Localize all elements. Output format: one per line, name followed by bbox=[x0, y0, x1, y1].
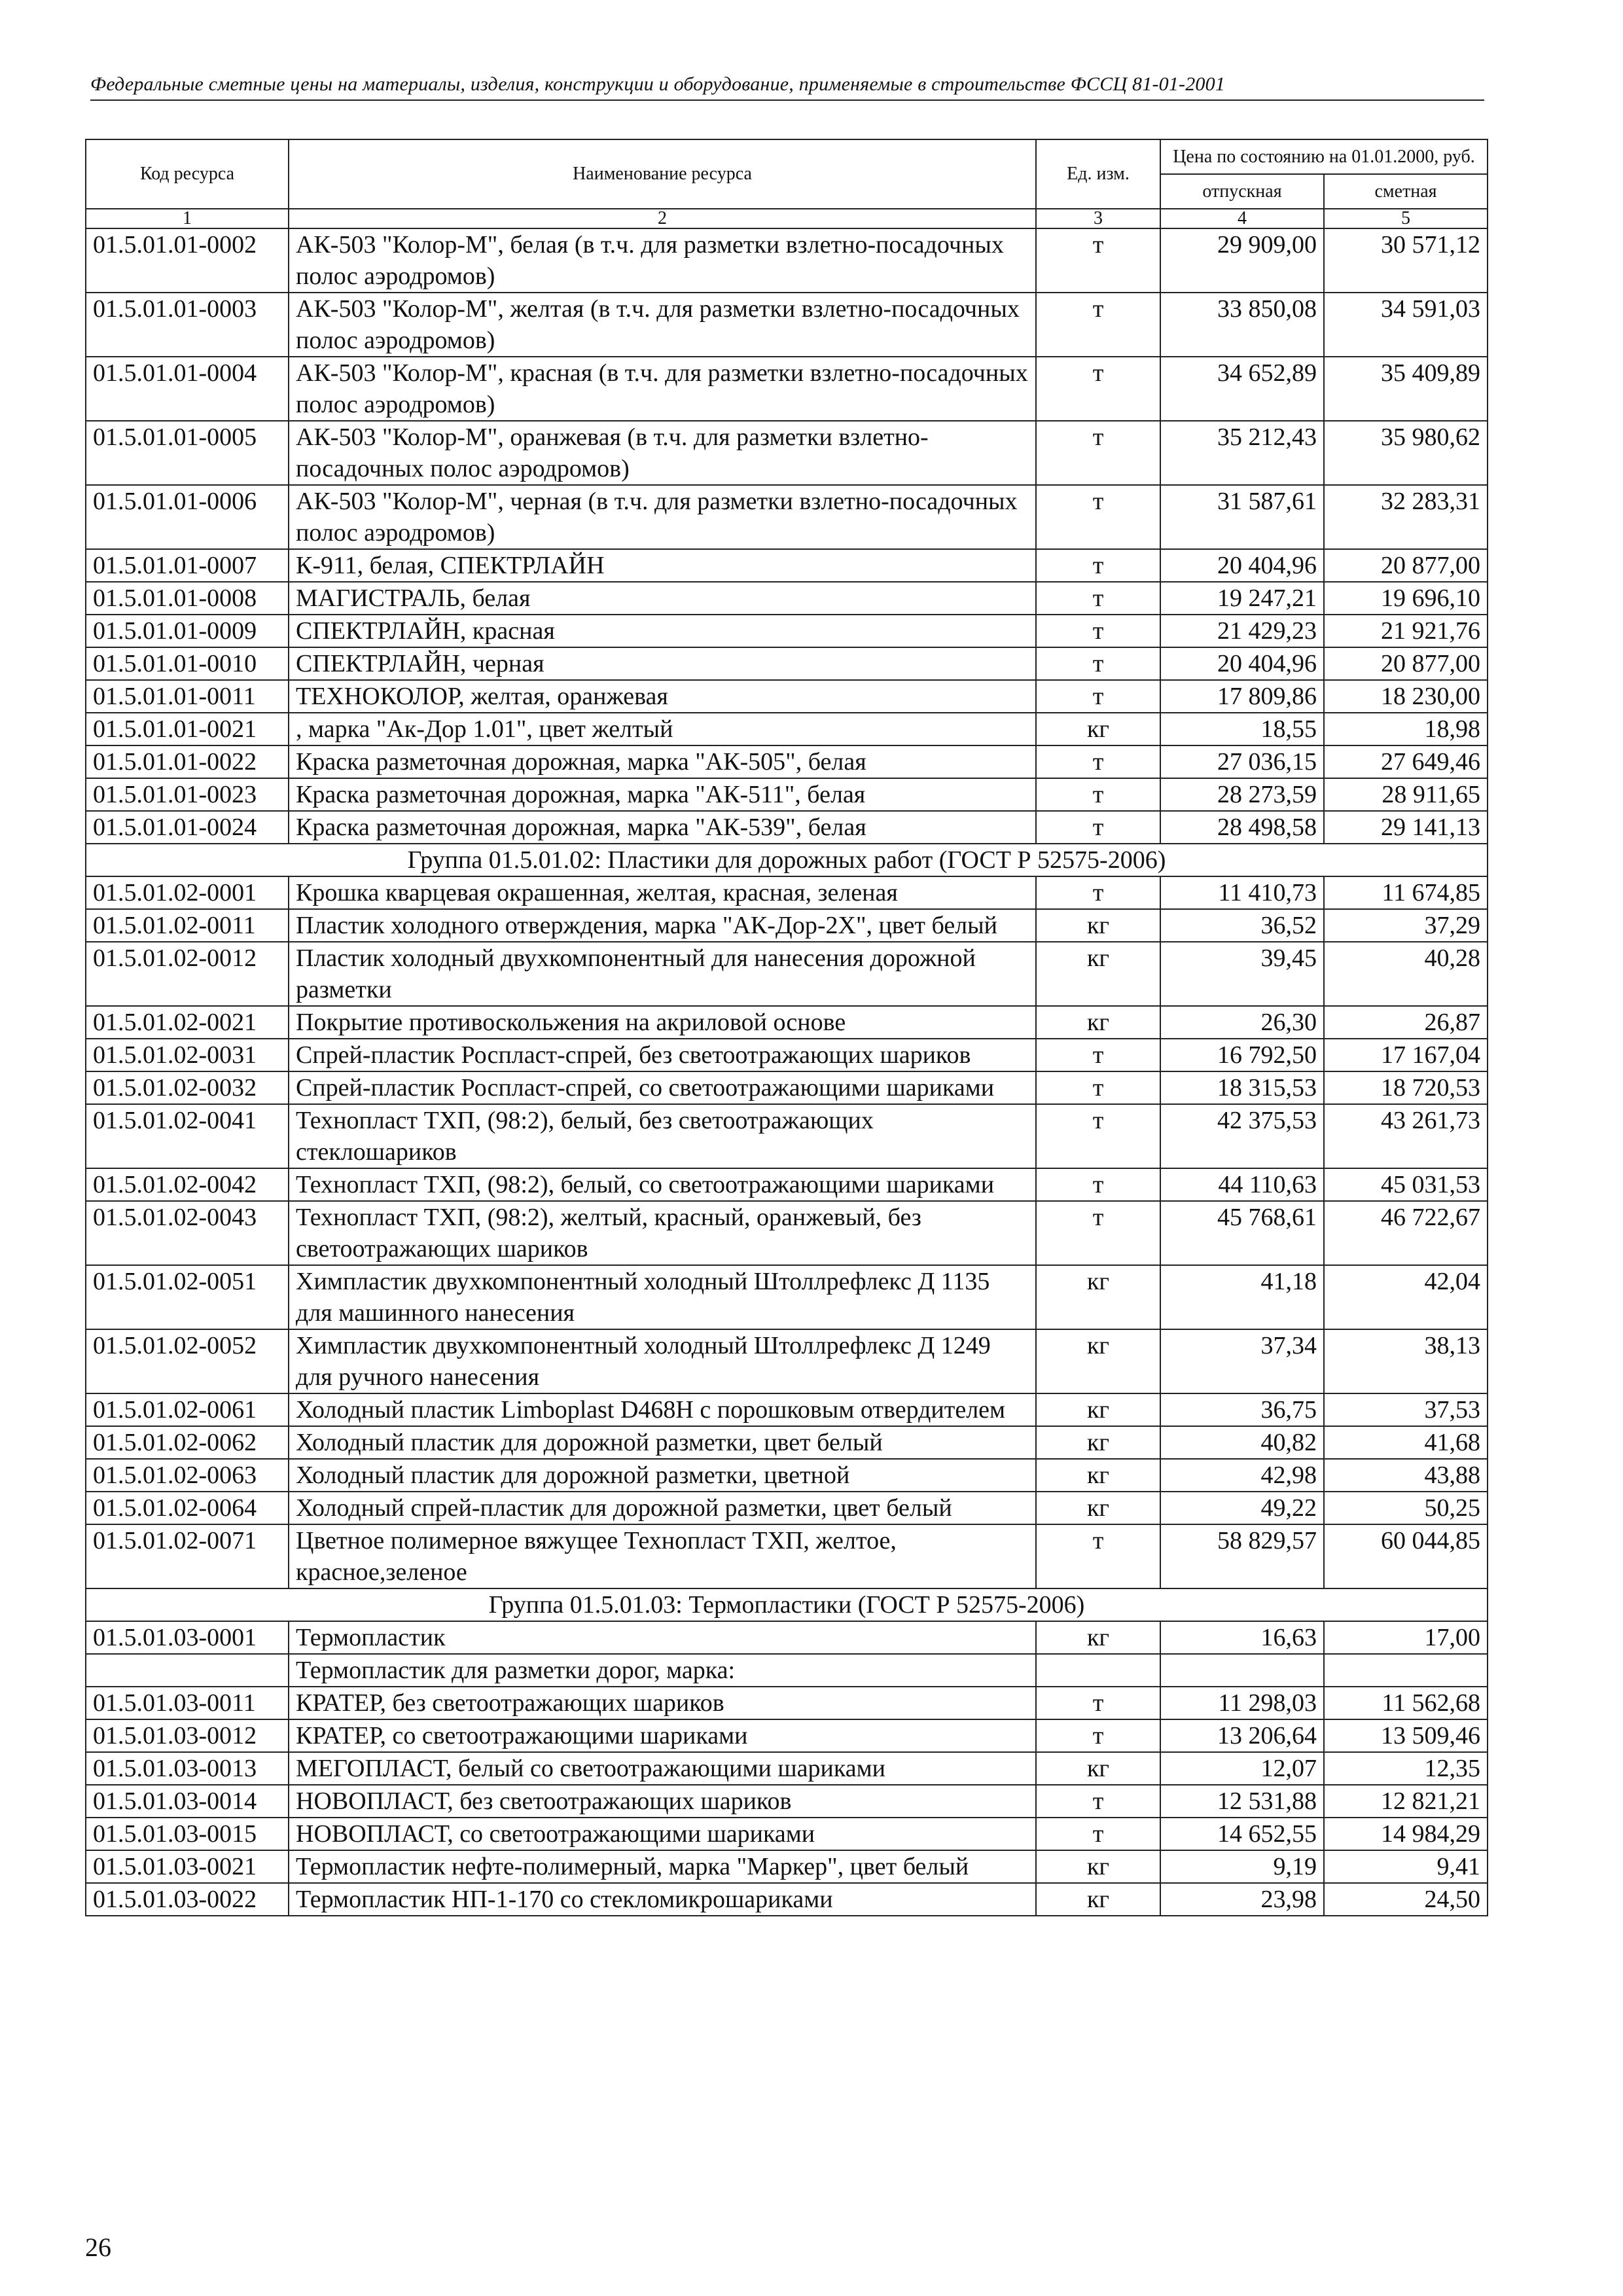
resource-name: Холодный пластик для дорожной разметки, цветной bbox=[289, 1459, 1036, 1492]
resource-name: Спрей-пластик Роспласт-спрей, без светоотражающих шариков bbox=[289, 1039, 1036, 1071]
resource-code: 01.5.01.03-0021 bbox=[86, 1850, 289, 1883]
resource-code: 01.5.01.03-0022 bbox=[86, 1883, 289, 1916]
column-number: 5 bbox=[1324, 209, 1488, 228]
release-price: 33 850,08 bbox=[1160, 293, 1324, 357]
estimate-price: 12 821,21 bbox=[1324, 1785, 1488, 1818]
resource-code: 01.5.01.02-0032 bbox=[86, 1071, 289, 1104]
table-row bbox=[86, 745, 1488, 778]
unit: т bbox=[1036, 228, 1160, 293]
resource-name: СПЕКТРЛАЙН, черная bbox=[289, 647, 1036, 680]
unit: т bbox=[1036, 549, 1160, 582]
unit: кг bbox=[1036, 1265, 1160, 1329]
resource-code: 01.5.01.02-0021 bbox=[86, 1006, 289, 1039]
column-number: 3 bbox=[1036, 209, 1160, 228]
estimate-price: 35 409,89 bbox=[1324, 357, 1488, 421]
unit: т bbox=[1036, 293, 1160, 357]
table-row bbox=[86, 582, 1488, 615]
release-price: 9,19 bbox=[1160, 1850, 1324, 1883]
table-row bbox=[86, 485, 1488, 549]
estimate-price: 18 230,00 bbox=[1324, 680, 1488, 713]
release-price: 17 809,86 bbox=[1160, 680, 1324, 713]
estimate-price: 18,98 bbox=[1324, 713, 1488, 745]
column-number-row bbox=[86, 209, 1488, 228]
release-price: 19 247,21 bbox=[1160, 582, 1324, 615]
resource-code: 01.5.01.01-0010 bbox=[86, 647, 289, 680]
release-price: 58 829,57 bbox=[1160, 1524, 1324, 1588]
estimate-price: 11 674,85 bbox=[1324, 876, 1488, 909]
unit: т bbox=[1036, 1039, 1160, 1071]
resource-code: 01.5.01.01-0022 bbox=[86, 745, 289, 778]
resource-name: Холодный пластик для дорожной разметки, цвет белый bbox=[289, 1426, 1036, 1459]
resource-name: МЕГОПЛАСТ, белый со светоотражающими шариками bbox=[289, 1752, 1036, 1785]
estimate-price: 37,29 bbox=[1324, 909, 1488, 942]
resource-code: 01.5.01.01-0008 bbox=[86, 582, 289, 615]
release-price: 42,98 bbox=[1160, 1459, 1324, 1492]
release-price: 40,82 bbox=[1160, 1426, 1324, 1459]
table-row bbox=[86, 1201, 1488, 1265]
table-row bbox=[86, 228, 1488, 293]
table-row bbox=[86, 811, 1488, 844]
release-price: 44 110,63 bbox=[1160, 1168, 1324, 1201]
resource-name: КРАТЕР, без светоотражающих шариков bbox=[289, 1687, 1036, 1719]
table-row bbox=[86, 1329, 1488, 1393]
unit: кг bbox=[1036, 1006, 1160, 1039]
estimate-price: 41,68 bbox=[1324, 1426, 1488, 1459]
resource-name: Технопласт ТХП, (98:2), желтый, красный, оранжевый, без светоотражающих шариков bbox=[289, 1201, 1036, 1265]
table-row bbox=[86, 1752, 1488, 1785]
group-heading-row bbox=[86, 1588, 1488, 1621]
estimate-price: 29 141,13 bbox=[1324, 811, 1488, 844]
unit: т bbox=[1036, 811, 1160, 844]
unit: т bbox=[1036, 1168, 1160, 1201]
unit: кг bbox=[1036, 1393, 1160, 1426]
release-price: 18 315,53 bbox=[1160, 1071, 1324, 1104]
unit: т bbox=[1036, 1818, 1160, 1850]
resource-code: 01.5.01.02-0052 bbox=[86, 1329, 289, 1393]
resource-code: 01.5.01.02-0031 bbox=[86, 1039, 289, 1071]
unit: т bbox=[1036, 745, 1160, 778]
resource-name: МАГИСТРАЛЬ, белая bbox=[289, 582, 1036, 615]
table-row bbox=[86, 1393, 1488, 1426]
estimate-price: 13 509,46 bbox=[1324, 1719, 1488, 1752]
resource-name: Термопластик bbox=[289, 1621, 1036, 1654]
estimate-price: 42,04 bbox=[1324, 1265, 1488, 1329]
release-price: 13 206,64 bbox=[1160, 1719, 1324, 1752]
release-price: 37,34 bbox=[1160, 1329, 1324, 1393]
unit: т bbox=[1036, 680, 1160, 713]
unit: т bbox=[1036, 1687, 1160, 1719]
resource-code: 01.5.01.02-0011 bbox=[86, 909, 289, 942]
unit: т bbox=[1036, 1719, 1160, 1752]
table-row bbox=[86, 549, 1488, 582]
estimate-price: 18 720,53 bbox=[1324, 1071, 1488, 1104]
resource-name: Химпластик двухкомпонентный холодный Штоллрефлекс Д 1249 для ручного нанесения bbox=[289, 1329, 1036, 1393]
unit: т bbox=[1036, 647, 1160, 680]
unit: т bbox=[1036, 357, 1160, 421]
release-price: 36,75 bbox=[1160, 1393, 1324, 1426]
column-header-unit: Ед. изм. bbox=[1036, 139, 1160, 209]
estimate-price: 26,87 bbox=[1324, 1006, 1488, 1039]
estimate-price: 30 571,12 bbox=[1324, 228, 1488, 293]
resource-name: , марка "Ак-Дор 1.01", цвет желтый bbox=[289, 713, 1036, 745]
table-row bbox=[86, 876, 1488, 909]
unit: кг bbox=[1036, 909, 1160, 942]
resource-name: Цветное полимерное вяжущее Технопласт ТХП, желтое, красное,зеленое bbox=[289, 1524, 1036, 1588]
estimate-price: 37,53 bbox=[1324, 1393, 1488, 1426]
estimate-price: 38,13 bbox=[1324, 1329, 1488, 1393]
resource-code: 01.5.01.02-0061 bbox=[86, 1393, 289, 1426]
resource-name: Крошка кварцевая окрашенная, желтая, красная, зеленая bbox=[289, 876, 1036, 909]
unit: кг bbox=[1036, 942, 1160, 1006]
table-row bbox=[86, 1168, 1488, 1201]
unit: т bbox=[1036, 1071, 1160, 1104]
estimate-price: 12,35 bbox=[1324, 1752, 1488, 1785]
resource-name: Технопласт ТХП, (98:2), белый, со светоотражающими шариками bbox=[289, 1168, 1036, 1201]
resource-code: 01.5.01.01-0002 bbox=[86, 228, 289, 293]
resource-code: 01.5.01.02-0062 bbox=[86, 1426, 289, 1459]
estimate-price: 17,00 bbox=[1324, 1621, 1488, 1654]
table-row bbox=[86, 615, 1488, 647]
unit: кг bbox=[1036, 1621, 1160, 1654]
group-heading: Группа 01.5.01.02: Пластики для дорожных работ (ГОСТ Р 52575-2006) bbox=[86, 844, 1488, 876]
estimate-price: 14 984,29 bbox=[1324, 1818, 1488, 1850]
release-price: 21 429,23 bbox=[1160, 615, 1324, 647]
unit: кг bbox=[1036, 1850, 1160, 1883]
resource-code: 01.5.01.02-0041 bbox=[86, 1104, 289, 1168]
resource-code: 01.5.01.03-0014 bbox=[86, 1785, 289, 1818]
unit: кг bbox=[1036, 713, 1160, 745]
table-row bbox=[86, 1785, 1488, 1818]
table-row bbox=[86, 942, 1488, 1006]
resource-name: Холодный спрей-пластик для дорожной разметки, цвет белый bbox=[289, 1492, 1036, 1524]
column-header-release-price: отпускная bbox=[1160, 174, 1324, 209]
table-row bbox=[86, 1459, 1488, 1492]
release-price: 41,18 bbox=[1160, 1265, 1324, 1329]
unit-empty bbox=[1036, 1654, 1160, 1687]
resource-code: 01.5.01.03-0001 bbox=[86, 1621, 289, 1654]
release-price: 49,22 bbox=[1160, 1492, 1324, 1524]
unit: кг bbox=[1036, 1459, 1160, 1492]
table-row bbox=[86, 778, 1488, 811]
resource-name: Покрытие противоскольжения на акриловой основе bbox=[289, 1006, 1036, 1039]
unit: т bbox=[1036, 1785, 1160, 1818]
release-price: 39,45 bbox=[1160, 942, 1324, 1006]
release-price: 26,30 bbox=[1160, 1006, 1324, 1039]
release-price: 14 652,55 bbox=[1160, 1818, 1324, 1850]
resource-name: Пластик холодного отверждения, марка "АК-Дор-2Х", цвет белый bbox=[289, 909, 1036, 942]
table-row bbox=[86, 1719, 1488, 1752]
running-header: Федеральные сметные цены на материалы, изделия, конструкции и оборудование, применяемые в строительстве ФССЦ 81-01-2001 bbox=[90, 73, 1484, 101]
estimate-price: 20 877,00 bbox=[1324, 549, 1488, 582]
resource-code: 01.5.01.02-0051 bbox=[86, 1265, 289, 1329]
table-row bbox=[86, 1492, 1488, 1524]
table-row bbox=[86, 647, 1488, 680]
resource-name: АК-503 "Колор-М", черная (в т.ч. для разметки взлетно-посадочных полос аэродромов) bbox=[289, 485, 1036, 549]
table-row bbox=[86, 1426, 1488, 1459]
resource-code: 01.5.01.01-0007 bbox=[86, 549, 289, 582]
resource-code: 01.5.01.03-0011 bbox=[86, 1687, 289, 1719]
unit: т bbox=[1036, 485, 1160, 549]
table-row bbox=[86, 1850, 1488, 1883]
column-header-name: Наименование ресурса bbox=[289, 139, 1036, 209]
resource-name: Термопластик НП-1-170 со стекломикрошариками bbox=[289, 1883, 1036, 1916]
release-price: 31 587,61 bbox=[1160, 485, 1324, 549]
release-price: 28 273,59 bbox=[1160, 778, 1324, 811]
table-row bbox=[86, 713, 1488, 745]
resource-name: Спрей-пластик Роспласт-спрей, со светоотражающими шариками bbox=[289, 1071, 1036, 1104]
estimate-price: 60 044,85 bbox=[1324, 1524, 1488, 1588]
resource-code: 01.5.01.01-0004 bbox=[86, 357, 289, 421]
group-heading: Группа 01.5.01.03: Термопластики (ГОСТ Р 52575-2006) bbox=[86, 1588, 1488, 1621]
resource-name: Технопласт ТХП, (98:2), белый, без светоотражающих стеклошариков bbox=[289, 1104, 1036, 1168]
resource-code: 01.5.01.02-0064 bbox=[86, 1492, 289, 1524]
release-price: 34 652,89 bbox=[1160, 357, 1324, 421]
release-price: 28 498,58 bbox=[1160, 811, 1324, 844]
release-price: 42 375,53 bbox=[1160, 1104, 1324, 1168]
unit: т bbox=[1036, 615, 1160, 647]
column-number: 2 bbox=[289, 209, 1036, 228]
release-price: 27 036,15 bbox=[1160, 745, 1324, 778]
unit: кг bbox=[1036, 1752, 1160, 1785]
estimate-price: 11 562,68 bbox=[1324, 1687, 1488, 1719]
resource-code: 01.5.01.02-0043 bbox=[86, 1201, 289, 1265]
resource-name: Холодный пластик Limboplast D468H с порошковым отвердителем bbox=[289, 1393, 1036, 1426]
column-number: 1 bbox=[86, 209, 289, 228]
resource-code: 01.5.01.02-0042 bbox=[86, 1168, 289, 1201]
release-price: 23,98 bbox=[1160, 1883, 1324, 1916]
estimate-price: 46 722,67 bbox=[1324, 1201, 1488, 1265]
unit: т bbox=[1036, 582, 1160, 615]
release-price: 20 404,96 bbox=[1160, 549, 1324, 582]
release-price: 20 404,96 bbox=[1160, 647, 1324, 680]
resource-code: 01.5.01.02-0012 bbox=[86, 942, 289, 1006]
release-price: 36,52 bbox=[1160, 909, 1324, 942]
resource-code: 01.5.01.02-0063 bbox=[86, 1459, 289, 1492]
resource-name: АК-503 "Колор-М", желтая (в т.ч. для разметки взлетно-посадочных полос аэродромов) bbox=[289, 293, 1036, 357]
resource-name: Пластик холодный двухкомпонентный для нанесения дорожной разметки bbox=[289, 942, 1036, 1006]
release-price: 45 768,61 bbox=[1160, 1201, 1324, 1265]
resource-code: 01.5.01.03-0013 bbox=[86, 1752, 289, 1785]
resource-name: СПЕКТРЛАЙН, красная bbox=[289, 615, 1036, 647]
table-row bbox=[86, 1687, 1488, 1719]
unit: т bbox=[1036, 1104, 1160, 1168]
table-row bbox=[86, 357, 1488, 421]
subheading-row bbox=[86, 1654, 1488, 1687]
estimate-price: 28 911,65 bbox=[1324, 778, 1488, 811]
price-table bbox=[85, 139, 1488, 1916]
resource-name: Краска разметочная дорожная, марка "АК-505", белая bbox=[289, 745, 1036, 778]
release-price: 18,55 bbox=[1160, 713, 1324, 745]
resource-name: НОВОПЛАСТ, без светоотражающих шариков bbox=[289, 1785, 1036, 1818]
release-price: 12,07 bbox=[1160, 1752, 1324, 1785]
table-row bbox=[86, 1006, 1488, 1039]
unit: т bbox=[1036, 876, 1160, 909]
estimate-price: 19 696,10 bbox=[1324, 582, 1488, 615]
resource-name: НОВОПЛАСТ, со светоотражающими шариками bbox=[289, 1818, 1036, 1850]
estimate-price: 32 283,31 bbox=[1324, 485, 1488, 549]
resource-code: 01.5.01.02-0071 bbox=[86, 1524, 289, 1588]
subheading: Термопластик для разметки дорог, марка: bbox=[289, 1654, 1036, 1687]
estimate-empty bbox=[1324, 1654, 1488, 1687]
table-row bbox=[86, 1265, 1488, 1329]
resource-name: Краска разметочная дорожная, марка "АК-539", белая bbox=[289, 811, 1036, 844]
resource-name: АК-503 "Колор-М", белая (в т.ч. для разметки взлетно-посадочных полос аэродромов) bbox=[289, 228, 1036, 293]
estimate-price: 21 921,76 bbox=[1324, 615, 1488, 647]
column-header-estimate-price: сметная bbox=[1324, 174, 1488, 209]
resource-code: 01.5.01.01-0003 bbox=[86, 293, 289, 357]
unit: кг bbox=[1036, 1426, 1160, 1459]
estimate-price: 24,50 bbox=[1324, 1883, 1488, 1916]
resource-code: 01.5.01.01-0006 bbox=[86, 485, 289, 549]
resource-code: 01.5.01.01-0023 bbox=[86, 778, 289, 811]
table-row bbox=[86, 1883, 1488, 1916]
estimate-price: 9,41 bbox=[1324, 1850, 1488, 1883]
table-row bbox=[86, 909, 1488, 942]
estimate-price: 35 980,62 bbox=[1324, 421, 1488, 485]
resource-name: АК-503 "Колор-М", красная (в т.ч. для разметки взлетно-посадочных полос аэродромов) bbox=[289, 357, 1036, 421]
estimate-price: 27 649,46 bbox=[1324, 745, 1488, 778]
column-header-price: Цена по состоянию на 01.01.2000, руб. bbox=[1160, 139, 1488, 174]
table-row bbox=[86, 421, 1488, 485]
resource-name: АК-503 "Колор-М", оранжевая (в т.ч. для разметки взлетно-посадочных полос аэродромов) bbox=[289, 421, 1036, 485]
estimate-price: 43 261,73 bbox=[1324, 1104, 1488, 1168]
resource-code: 01.5.01.01-0009 bbox=[86, 615, 289, 647]
estimate-price: 45 031,53 bbox=[1324, 1168, 1488, 1201]
release-price: 11 410,73 bbox=[1160, 876, 1324, 909]
estimate-price: 50,25 bbox=[1324, 1492, 1488, 1524]
estimate-price: 40,28 bbox=[1324, 942, 1488, 1006]
resource-code: 01.5.01.03-0012 bbox=[86, 1719, 289, 1752]
table-row bbox=[86, 680, 1488, 713]
table-row bbox=[86, 1039, 1488, 1071]
unit: кг bbox=[1036, 1492, 1160, 1524]
table-row bbox=[86, 1621, 1488, 1654]
resource-name: ТЕХНОКОЛОР, желтая, оранжевая bbox=[289, 680, 1036, 713]
estimate-price: 34 591,03 bbox=[1324, 293, 1488, 357]
table-row bbox=[86, 1104, 1488, 1168]
table-row bbox=[86, 1524, 1488, 1588]
table-row bbox=[86, 1071, 1488, 1104]
unit: кг bbox=[1036, 1883, 1160, 1916]
resource-name: Краска разметочная дорожная, марка "АК-511", белая bbox=[289, 778, 1036, 811]
unit: т bbox=[1036, 421, 1160, 485]
unit: т bbox=[1036, 778, 1160, 811]
page-number: 26 bbox=[85, 2233, 111, 2262]
resource-code: 01.5.01.01-0024 bbox=[86, 811, 289, 844]
resource-name: К-911, белая, СПЕКТРЛАЙН bbox=[289, 549, 1036, 582]
release-price: 16 792,50 bbox=[1160, 1039, 1324, 1071]
table-row bbox=[86, 1818, 1488, 1850]
resource-name: Химпластик двухкомпонентный холодный Штоллрефлекс Д 1135 для машинного нанесения bbox=[289, 1265, 1036, 1329]
estimate-price: 20 877,00 bbox=[1324, 647, 1488, 680]
column-number: 4 bbox=[1160, 209, 1324, 228]
resource-name: Термопластик нефте-полимерный, марка "Маркер", цвет белый bbox=[289, 1850, 1036, 1883]
estimate-price: 17 167,04 bbox=[1324, 1039, 1488, 1071]
release-price: 35 212,43 bbox=[1160, 421, 1324, 485]
resource-name: КРАТЕР, со светоотражающими шариками bbox=[289, 1719, 1036, 1752]
resource-code-empty bbox=[86, 1654, 289, 1687]
resource-code: 01.5.01.01-0005 bbox=[86, 421, 289, 485]
table-row bbox=[86, 293, 1488, 357]
release-price: 12 531,88 bbox=[1160, 1785, 1324, 1818]
release-price: 29 909,00 bbox=[1160, 228, 1324, 293]
estimate-price: 43,88 bbox=[1324, 1459, 1488, 1492]
unit: кг bbox=[1036, 1329, 1160, 1393]
release-price: 16,63 bbox=[1160, 1621, 1324, 1654]
column-header-code: Код ресурса bbox=[86, 139, 289, 209]
group-heading-row bbox=[86, 844, 1488, 876]
unit: т bbox=[1036, 1524, 1160, 1588]
price-table-body bbox=[86, 228, 1488, 1916]
resource-code: 01.5.01.01-0011 bbox=[86, 680, 289, 713]
release-price: 11 298,03 bbox=[1160, 1687, 1324, 1719]
resource-code: 01.5.01.03-0015 bbox=[86, 1818, 289, 1850]
resource-code: 01.5.01.02-0001 bbox=[86, 876, 289, 909]
price-empty bbox=[1160, 1654, 1324, 1687]
unit: т bbox=[1036, 1201, 1160, 1265]
resource-code: 01.5.01.01-0021 bbox=[86, 713, 289, 745]
